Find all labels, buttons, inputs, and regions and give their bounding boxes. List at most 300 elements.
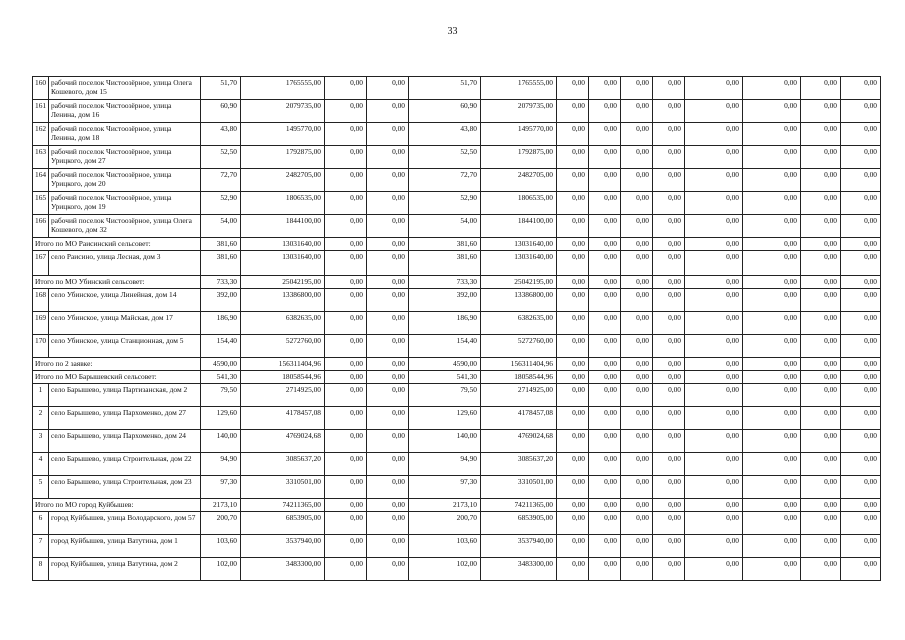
value-cell: 51,70 xyxy=(201,77,241,100)
value-cell: 0,00 xyxy=(841,289,881,312)
value-cell: 0,00 xyxy=(621,430,653,453)
value-cell: 13386800,00 xyxy=(481,289,557,312)
value-cell: 0,00 xyxy=(557,535,589,558)
value-cell: 186,90 xyxy=(201,312,241,335)
value-cell: 0,00 xyxy=(841,535,881,558)
value-cell: 0,00 xyxy=(841,453,881,476)
value-cell: 0,00 xyxy=(367,289,409,312)
total-label: Итого по МО город Куйбышев: xyxy=(33,499,201,512)
value-cell: 0,00 xyxy=(621,100,653,123)
value-cell: 0,00 xyxy=(589,384,621,407)
value-cell: 0,00 xyxy=(685,512,743,535)
value-cell: 0,00 xyxy=(589,430,621,453)
value-cell: 0,00 xyxy=(685,371,743,384)
value-cell: 3537940,00 xyxy=(481,535,557,558)
row-number: 162 xyxy=(33,123,49,146)
value-cell: 0,00 xyxy=(621,192,653,215)
value-cell: 3310501,00 xyxy=(241,476,325,499)
value-cell: 2714925,00 xyxy=(481,384,557,407)
address-cell: рабочий поселок Чистоозёрное, улица Урицкого, дом 27 xyxy=(49,146,201,169)
table-row xyxy=(33,558,881,581)
value-cell: 0,00 xyxy=(325,384,367,407)
value-cell: 13031640,00 xyxy=(481,238,557,251)
value-cell: 733,30 xyxy=(201,276,241,289)
value-cell: 0,00 xyxy=(589,535,621,558)
value-cell: 0,00 xyxy=(653,358,685,371)
value-cell: 0,00 xyxy=(367,312,409,335)
value-cell: 0,00 xyxy=(325,558,367,581)
table-row xyxy=(33,169,881,192)
value-cell: 0,00 xyxy=(557,476,589,499)
value-cell: 60,90 xyxy=(201,100,241,123)
value-cell: 0,00 xyxy=(653,123,685,146)
value-cell: 0,00 xyxy=(801,146,841,169)
value-cell: 0,00 xyxy=(685,384,743,407)
value-cell: 0,00 xyxy=(325,77,367,100)
value-cell: 0,00 xyxy=(367,100,409,123)
total-row xyxy=(33,276,881,289)
value-cell: 0,00 xyxy=(801,192,841,215)
value-cell: 0,00 xyxy=(743,499,801,512)
value-cell: 3085637,20 xyxy=(241,453,325,476)
value-cell: 0,00 xyxy=(743,77,801,100)
row-number: 5 xyxy=(33,476,49,499)
value-cell: 51,70 xyxy=(409,77,481,100)
table-row xyxy=(33,100,881,123)
value-cell: 0,00 xyxy=(801,312,841,335)
value-cell: 0,00 xyxy=(367,335,409,358)
value-cell: 0,00 xyxy=(557,123,589,146)
value-cell: 13386800,00 xyxy=(241,289,325,312)
value-cell: 0,00 xyxy=(743,289,801,312)
address-cell: село Убинское, улица Станционная, дом 5 xyxy=(49,335,201,358)
value-cell: 0,00 xyxy=(621,476,653,499)
value-cell: 381,60 xyxy=(409,238,481,251)
value-cell: 3310501,00 xyxy=(481,476,557,499)
address-cell: село Барышево, улица Пархоменко, дом 24 xyxy=(49,430,201,453)
value-cell: 0,00 xyxy=(653,215,685,238)
value-cell: 0,00 xyxy=(621,146,653,169)
value-cell: 0,00 xyxy=(621,558,653,581)
value-cell: 0,00 xyxy=(557,169,589,192)
value-cell: 0,00 xyxy=(801,251,841,276)
value-cell: 0,00 xyxy=(653,289,685,312)
value-cell: 2173,10 xyxy=(409,499,481,512)
value-cell: 0,00 xyxy=(653,312,685,335)
address-cell: город Куйбышев, улица Ватутина, дом 2 xyxy=(49,558,201,581)
value-cell: 0,00 xyxy=(621,77,653,100)
value-cell: 0,00 xyxy=(621,123,653,146)
address-cell: село Раисино, улица Лесная, дом 3 xyxy=(49,251,201,276)
value-cell: 0,00 xyxy=(841,77,881,100)
value-cell: 0,00 xyxy=(621,512,653,535)
table-row xyxy=(33,512,881,535)
row-number: 8 xyxy=(33,558,49,581)
value-cell: 0,00 xyxy=(557,371,589,384)
value-cell: 0,00 xyxy=(685,251,743,276)
value-cell: 0,00 xyxy=(653,146,685,169)
value-cell: 0,00 xyxy=(367,558,409,581)
value-cell: 0,00 xyxy=(557,499,589,512)
value-cell: 0,00 xyxy=(621,453,653,476)
value-cell: 2714925,00 xyxy=(241,384,325,407)
value-cell: 3483300,00 xyxy=(241,558,325,581)
value-cell: 0,00 xyxy=(801,238,841,251)
value-cell: 1495770,00 xyxy=(481,123,557,146)
value-cell: 0,00 xyxy=(557,215,589,238)
value-cell: 200,70 xyxy=(201,512,241,535)
row-number: 6 xyxy=(33,512,49,535)
value-cell: 0,00 xyxy=(801,100,841,123)
value-cell: 0,00 xyxy=(325,407,367,430)
value-cell: 140,00 xyxy=(201,430,241,453)
row-number: 170 xyxy=(33,335,49,358)
value-cell: 0,00 xyxy=(743,476,801,499)
value-cell: 54,00 xyxy=(201,215,241,238)
row-number: 4 xyxy=(33,453,49,476)
value-cell: 0,00 xyxy=(685,453,743,476)
value-cell: 0,00 xyxy=(621,276,653,289)
value-cell: 0,00 xyxy=(367,371,409,384)
value-cell: 102,00 xyxy=(409,558,481,581)
value-cell: 0,00 xyxy=(557,358,589,371)
value-cell: 6382635,00 xyxy=(241,312,325,335)
value-cell: 0,00 xyxy=(801,535,841,558)
value-cell: 0,00 xyxy=(685,289,743,312)
row-number: 2 xyxy=(33,407,49,430)
value-cell: 0,00 xyxy=(743,371,801,384)
value-cell: 0,00 xyxy=(685,123,743,146)
value-cell: 0,00 xyxy=(325,215,367,238)
value-cell: 154,40 xyxy=(409,335,481,358)
value-cell: 0,00 xyxy=(685,276,743,289)
value-cell: 0,00 xyxy=(589,169,621,192)
value-cell: 0,00 xyxy=(589,512,621,535)
value-cell: 0,00 xyxy=(621,407,653,430)
value-cell: 0,00 xyxy=(801,384,841,407)
value-cell: 0,00 xyxy=(653,169,685,192)
value-cell: 0,00 xyxy=(557,407,589,430)
table-row xyxy=(33,430,881,453)
value-cell: 2079735,00 xyxy=(241,100,325,123)
value-cell: 0,00 xyxy=(557,192,589,215)
value-cell: 0,00 xyxy=(367,276,409,289)
value-cell: 0,00 xyxy=(589,77,621,100)
row-number: 3 xyxy=(33,430,49,453)
value-cell: 0,00 xyxy=(801,335,841,358)
value-cell: 0,00 xyxy=(743,312,801,335)
value-cell: 0,00 xyxy=(743,146,801,169)
value-cell: 0,00 xyxy=(841,558,881,581)
value-cell: 0,00 xyxy=(589,192,621,215)
address-cell: рабочий поселок Чистоозёрное, улица Урицкого, дом 19 xyxy=(49,192,201,215)
value-cell: 381,60 xyxy=(201,251,241,276)
value-cell: 0,00 xyxy=(801,476,841,499)
value-cell: 18058544,96 xyxy=(241,371,325,384)
total-row xyxy=(33,371,881,384)
value-cell: 0,00 xyxy=(841,192,881,215)
value-cell: 0,00 xyxy=(841,476,881,499)
address-cell: село Барышево, улица Пархоменко, дом 27 xyxy=(49,407,201,430)
value-cell: 74211365,00 xyxy=(241,499,325,512)
address-cell: рабочий поселок Чистоозёрное, улица Ленина, дом 16 xyxy=(49,100,201,123)
value-cell: 0,00 xyxy=(653,430,685,453)
value-cell: 0,00 xyxy=(367,407,409,430)
value-cell: 0,00 xyxy=(653,192,685,215)
value-cell: 0,00 xyxy=(841,123,881,146)
value-cell: 0,00 xyxy=(653,407,685,430)
value-cell: 392,00 xyxy=(201,289,241,312)
value-cell: 0,00 xyxy=(589,238,621,251)
value-cell: 0,00 xyxy=(743,238,801,251)
value-cell: 392,00 xyxy=(409,289,481,312)
value-cell: 0,00 xyxy=(367,146,409,169)
row-number: 1 xyxy=(33,384,49,407)
value-cell: 4590,00 xyxy=(409,358,481,371)
value-cell: 0,00 xyxy=(685,192,743,215)
value-cell: 0,00 xyxy=(557,77,589,100)
value-cell: 0,00 xyxy=(653,251,685,276)
table-row xyxy=(33,312,881,335)
value-cell: 4590,00 xyxy=(201,358,241,371)
total-label: Итого по МО Убинский сельсовет: xyxy=(33,276,201,289)
value-cell: 13031640,00 xyxy=(241,251,325,276)
value-cell: 97,30 xyxy=(409,476,481,499)
table-row xyxy=(33,407,881,430)
row-number: 160 xyxy=(33,77,49,100)
value-cell: 0,00 xyxy=(801,453,841,476)
value-cell: 0,00 xyxy=(801,276,841,289)
value-cell: 0,00 xyxy=(325,535,367,558)
value-cell: 0,00 xyxy=(685,358,743,371)
value-cell: 0,00 xyxy=(743,335,801,358)
value-cell: 0,00 xyxy=(801,371,841,384)
value-cell: 0,00 xyxy=(325,123,367,146)
value-cell: 0,00 xyxy=(743,123,801,146)
value-cell: 0,00 xyxy=(841,335,881,358)
value-cell: 2482705,00 xyxy=(481,169,557,192)
value-cell: 0,00 xyxy=(743,251,801,276)
value-cell: 0,00 xyxy=(685,476,743,499)
value-cell: 0,00 xyxy=(367,215,409,238)
value-cell: 0,00 xyxy=(367,192,409,215)
value-cell: 2173,10 xyxy=(201,499,241,512)
table-body xyxy=(33,77,881,581)
value-cell: 0,00 xyxy=(801,499,841,512)
value-cell: 0,00 xyxy=(743,384,801,407)
value-cell: 0,00 xyxy=(325,192,367,215)
address-cell: село Убинское, улица Линейная, дом 14 xyxy=(49,289,201,312)
value-cell: 94,90 xyxy=(201,453,241,476)
value-cell: 0,00 xyxy=(325,476,367,499)
value-cell: 0,00 xyxy=(743,169,801,192)
value-cell: 0,00 xyxy=(589,476,621,499)
table-row xyxy=(33,335,881,358)
value-cell: 0,00 xyxy=(801,77,841,100)
value-cell: 0,00 xyxy=(685,312,743,335)
value-cell: 103,60 xyxy=(409,535,481,558)
value-cell: 0,00 xyxy=(841,146,881,169)
value-cell: 2482705,00 xyxy=(241,169,325,192)
value-cell: 0,00 xyxy=(621,169,653,192)
value-cell: 1792875,00 xyxy=(241,146,325,169)
value-cell: 0,00 xyxy=(653,335,685,358)
value-cell: 72,70 xyxy=(201,169,241,192)
value-cell: 0,00 xyxy=(685,335,743,358)
table-row xyxy=(33,192,881,215)
value-cell: 25042195,00 xyxy=(481,276,557,289)
address-cell: село Барышево, улица Строительная, дом 23 xyxy=(49,476,201,499)
value-cell: 0,00 xyxy=(743,276,801,289)
value-cell: 0,00 xyxy=(653,276,685,289)
row-number: 161 xyxy=(33,100,49,123)
value-cell: 0,00 xyxy=(367,238,409,251)
value-cell: 4178457,08 xyxy=(241,407,325,430)
value-cell: 54,00 xyxy=(409,215,481,238)
value-cell: 0,00 xyxy=(841,430,881,453)
table-row xyxy=(33,476,881,499)
value-cell: 0,00 xyxy=(621,238,653,251)
row-number: 169 xyxy=(33,312,49,335)
address-cell: рабочий поселок Чистоозёрное, улица Ленина, дом 18 xyxy=(49,123,201,146)
value-cell: 0,00 xyxy=(325,358,367,371)
value-cell: 0,00 xyxy=(621,384,653,407)
value-cell: 0,00 xyxy=(589,276,621,289)
value-cell: 0,00 xyxy=(653,77,685,100)
value-cell: 3085637,20 xyxy=(481,453,557,476)
value-cell: 0,00 xyxy=(653,384,685,407)
value-cell: 102,00 xyxy=(201,558,241,581)
value-cell: 0,00 xyxy=(841,251,881,276)
value-cell: 25042195,00 xyxy=(241,276,325,289)
address-cell: село Убинское, улица Майская, дом 17 xyxy=(49,312,201,335)
value-cell: 6853905,00 xyxy=(481,512,557,535)
value-cell: 381,60 xyxy=(409,251,481,276)
table-row xyxy=(33,535,881,558)
value-cell: 0,00 xyxy=(743,192,801,215)
value-cell: 72,70 xyxy=(409,169,481,192)
value-cell: 0,00 xyxy=(653,100,685,123)
value-cell: 0,00 xyxy=(325,453,367,476)
value-cell: 0,00 xyxy=(743,358,801,371)
value-cell: 0,00 xyxy=(685,558,743,581)
value-cell: 0,00 xyxy=(589,358,621,371)
value-cell: 0,00 xyxy=(557,384,589,407)
value-cell: 0,00 xyxy=(621,289,653,312)
value-cell: 3537940,00 xyxy=(241,535,325,558)
value-cell: 0,00 xyxy=(557,276,589,289)
value-cell: 0,00 xyxy=(367,535,409,558)
value-cell: 0,00 xyxy=(653,558,685,581)
value-cell: 0,00 xyxy=(621,358,653,371)
table-row xyxy=(33,453,881,476)
value-cell: 3483300,00 xyxy=(481,558,557,581)
value-cell: 541,30 xyxy=(201,371,241,384)
value-cell: 97,30 xyxy=(201,476,241,499)
value-cell: 13031640,00 xyxy=(241,238,325,251)
value-cell: 43,80 xyxy=(201,123,241,146)
value-cell: 0,00 xyxy=(325,238,367,251)
value-cell: 129,60 xyxy=(409,407,481,430)
row-number: 163 xyxy=(33,146,49,169)
value-cell: 0,00 xyxy=(325,430,367,453)
value-cell: 156311404,96 xyxy=(481,358,557,371)
value-cell: 0,00 xyxy=(743,407,801,430)
total-row xyxy=(33,238,881,251)
value-cell: 52,90 xyxy=(201,192,241,215)
value-cell: 74211365,00 xyxy=(481,499,557,512)
value-cell: 0,00 xyxy=(589,558,621,581)
value-cell: 0,00 xyxy=(653,476,685,499)
value-cell: 0,00 xyxy=(841,499,881,512)
address-cell: рабочий поселок Чистоозёрное, улица Олега Кошевого, дом 15 xyxy=(49,77,201,100)
value-cell: 0,00 xyxy=(743,430,801,453)
total-label: Итого по МО Раисинский сельсовет: xyxy=(33,238,201,251)
value-cell: 0,00 xyxy=(367,430,409,453)
value-cell: 1765555,00 xyxy=(241,77,325,100)
value-cell: 1495770,00 xyxy=(241,123,325,146)
value-cell: 0,00 xyxy=(621,499,653,512)
value-cell: 0,00 xyxy=(653,512,685,535)
row-number: 7 xyxy=(33,535,49,558)
value-cell: 0,00 xyxy=(557,335,589,358)
value-cell: 129,60 xyxy=(201,407,241,430)
value-cell: 0,00 xyxy=(367,169,409,192)
row-number: 168 xyxy=(33,289,49,312)
value-cell: 0,00 xyxy=(325,100,367,123)
value-cell: 0,00 xyxy=(557,238,589,251)
value-cell: 0,00 xyxy=(621,215,653,238)
value-cell: 0,00 xyxy=(841,384,881,407)
value-cell: 0,00 xyxy=(743,100,801,123)
value-cell: 0,00 xyxy=(557,512,589,535)
value-cell: 5272760,00 xyxy=(481,335,557,358)
value-cell: 0,00 xyxy=(685,215,743,238)
row-number: 165 xyxy=(33,192,49,215)
value-cell: 0,00 xyxy=(685,430,743,453)
value-cell: 0,00 xyxy=(801,215,841,238)
value-cell: 0,00 xyxy=(325,276,367,289)
value-cell: 0,00 xyxy=(801,430,841,453)
value-cell: 103,60 xyxy=(201,535,241,558)
value-cell: 0,00 xyxy=(743,512,801,535)
value-cell: 0,00 xyxy=(589,100,621,123)
value-cell: 0,00 xyxy=(325,512,367,535)
value-cell: 1792875,00 xyxy=(481,146,557,169)
value-cell: 1806535,00 xyxy=(241,192,325,215)
value-cell: 0,00 xyxy=(653,238,685,251)
value-cell: 0,00 xyxy=(801,289,841,312)
value-cell: 0,00 xyxy=(841,358,881,371)
value-cell: 0,00 xyxy=(557,251,589,276)
address-cell: село Барышево, улица Строительная, дом 22 xyxy=(49,453,201,476)
row-number: 164 xyxy=(33,169,49,192)
value-cell: 94,90 xyxy=(409,453,481,476)
value-cell: 0,00 xyxy=(621,535,653,558)
value-cell: 0,00 xyxy=(557,453,589,476)
value-cell: 0,00 xyxy=(801,558,841,581)
value-cell: 1844100,00 xyxy=(481,215,557,238)
value-cell: 541,30 xyxy=(409,371,481,384)
value-cell: 0,00 xyxy=(325,371,367,384)
value-cell: 1844100,00 xyxy=(241,215,325,238)
value-cell: 4769024,68 xyxy=(481,430,557,453)
value-cell: 0,00 xyxy=(801,123,841,146)
value-cell: 0,00 xyxy=(743,215,801,238)
value-cell: 156311404,96 xyxy=(241,358,325,371)
value-cell: 6853905,00 xyxy=(241,512,325,535)
value-cell: 0,00 xyxy=(589,289,621,312)
